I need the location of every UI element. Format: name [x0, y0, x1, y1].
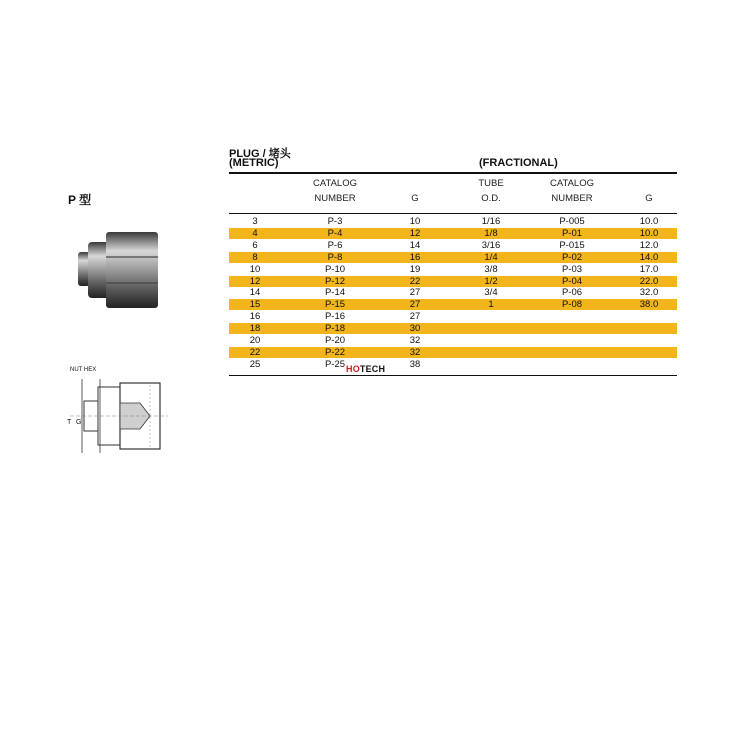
- metric-size-cell: 8: [252, 251, 258, 263]
- table-row: [229, 347, 677, 358]
- metric-size-cell: 16: [249, 311, 261, 323]
- catalog-number-cell: P-16: [324, 311, 346, 323]
- g-cell: 12: [409, 227, 421, 239]
- frac-catalog-number-cell: P-03: [561, 263, 583, 275]
- g-cell: 38: [409, 358, 421, 370]
- g-cell: 10: [409, 216, 421, 227]
- tube-od-cell: 1: [488, 299, 494, 311]
- tube-od-cell: 3/4: [484, 287, 498, 299]
- table-top-rule: [229, 172, 677, 174]
- frac-catalog-number-cell: P-04: [561, 275, 583, 287]
- frac-g-cell: 10.0: [639, 227, 659, 239]
- g-header: G: [411, 193, 419, 204]
- catalog-number-cell: P-8: [327, 251, 343, 263]
- g-cell: 16: [409, 251, 421, 263]
- tube-od-cell: 1/2: [484, 275, 498, 287]
- metric-size-cell: 14: [249, 287, 261, 299]
- g-cell: 30: [409, 323, 421, 335]
- catalog-number-cell: P-14: [324, 287, 346, 299]
- metric-size-cell: 15: [249, 299, 261, 311]
- catalog-number-cell: P-15: [324, 299, 346, 311]
- tube-od-cell: 3/16: [481, 239, 501, 251]
- tube-od-cell: 1/16: [481, 216, 501, 227]
- metric-label: (METRIC): [229, 157, 279, 169]
- g-cell: 27: [409, 299, 421, 311]
- tube-od-cell: 1/8: [484, 227, 498, 239]
- metric-size-cell: 12: [249, 275, 261, 287]
- table-row: [229, 264, 677, 275]
- nut-hex-label: NUT HEX: [70, 367, 97, 373]
- t-label: T: [67, 419, 72, 426]
- g-cell: 14: [409, 239, 421, 251]
- g-cell: 27: [409, 311, 421, 323]
- frac-catalog-number-cell: P-06: [561, 287, 583, 299]
- catalog-number-header: CATALOG NUMBER: [313, 178, 357, 204]
- frac-catalog-number-cell: P-08: [561, 299, 583, 311]
- table-row: [229, 335, 677, 346]
- metric-size-cell: 4: [252, 227, 258, 239]
- table-row: [229, 216, 677, 227]
- frac-catalog-number-cell: P-01: [561, 227, 583, 239]
- table-row: [229, 311, 677, 322]
- catalog-number-cell: P-25: [324, 358, 346, 370]
- metric-size-cell: 6: [252, 239, 258, 251]
- g-cell: 27: [409, 287, 421, 299]
- header-rule: [229, 213, 677, 214]
- g-cell: 19: [409, 263, 421, 275]
- frac-g-cell: 32.0: [639, 287, 659, 299]
- table-row: [229, 323, 677, 334]
- frac-g-cell: 14.0: [639, 251, 659, 263]
- table-row: [229, 276, 677, 287]
- frac-catalog-number-cell: P-02: [561, 251, 583, 263]
- plug-cross-section-drawing: [64, 367, 174, 457]
- table-bottom-rule: [229, 375, 677, 376]
- frac-catalog-number-header: CATALOG NUMBER: [550, 178, 594, 204]
- catalog-number-cell: P-22: [324, 346, 346, 358]
- catalog-number-cell: P-6: [327, 239, 343, 251]
- frac-catalog-number-cell: P-015: [559, 239, 585, 251]
- table-title: PLUG / 堵头: [229, 148, 291, 160]
- watermark-logo: HOTECH: [346, 364, 386, 374]
- catalog-number-cell: P-4: [327, 227, 343, 239]
- product-type-label: P 型: [68, 193, 92, 207]
- metric-size-cell: 22: [249, 346, 261, 358]
- g-label: G: [76, 419, 82, 426]
- fractional-label: (FRACTIONAL): [479, 157, 558, 169]
- g-cell: 22: [409, 275, 421, 287]
- catalog-number-cell: P-12: [324, 275, 346, 287]
- metric-size-cell: 20: [249, 335, 261, 346]
- metric-size-cell: 3: [252, 216, 258, 227]
- table-row: [229, 240, 677, 251]
- tube-od-cell: 1/4: [484, 251, 498, 263]
- frac-g-cell: 38.0: [639, 299, 659, 311]
- table-row: [229, 252, 677, 263]
- metric-size-cell: 18: [249, 323, 261, 335]
- catalog-number-cell: P-10: [324, 263, 346, 275]
- table-row: [229, 287, 677, 298]
- metric-size-cell: 25: [249, 358, 261, 370]
- frac-g-cell: 17.0: [639, 263, 659, 275]
- frac-g-cell: 12.0: [639, 239, 659, 251]
- table-row: [229, 299, 677, 310]
- plug-photo: [76, 228, 166, 312]
- table-row: [229, 228, 677, 239]
- frac-g-header: G: [645, 193, 653, 204]
- metric-size-cell: 10: [249, 263, 261, 275]
- catalog-number-cell: P-3: [327, 216, 343, 227]
- g-cell: 32: [409, 346, 421, 358]
- g-cell: 32: [409, 335, 421, 346]
- tube-od-cell: 3/8: [484, 263, 498, 275]
- frac-g-cell: 22.0: [639, 275, 659, 287]
- table-row: [229, 359, 677, 370]
- tube-od-header: TUBE O.D.: [478, 178, 504, 204]
- frac-g-cell: 10.0: [639, 216, 659, 227]
- frac-catalog-number-cell: P-005: [559, 216, 585, 227]
- catalog-number-cell: P-18: [324, 323, 346, 335]
- catalog-number-cell: P-20: [324, 335, 346, 346]
